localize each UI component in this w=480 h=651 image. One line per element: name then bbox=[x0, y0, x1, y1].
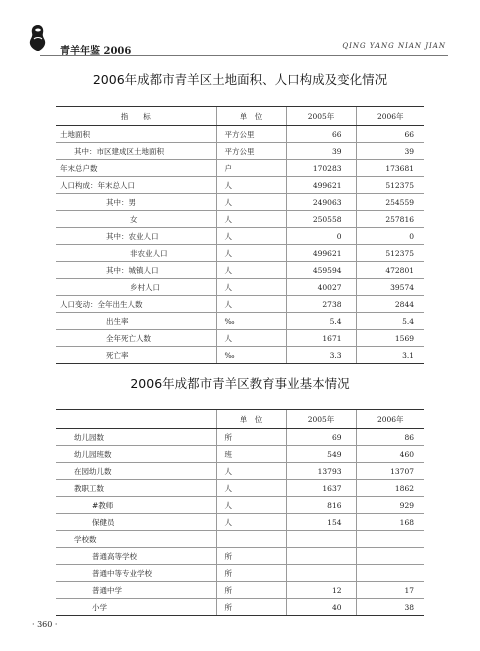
row-unit: 人 bbox=[216, 211, 286, 228]
table-row bbox=[56, 330, 424, 347]
row-label: 女 bbox=[56, 211, 216, 228]
row-label: 人口变动：全年出生人数 bbox=[56, 296, 216, 313]
row-label: 人口构成：年末总人口 bbox=[56, 177, 216, 194]
row-value-2005: 499621 bbox=[286, 245, 356, 262]
row-value-2005: 499621 bbox=[286, 177, 356, 194]
table-row bbox=[56, 296, 424, 313]
row-value-2005: 40027 bbox=[286, 279, 356, 296]
table2-header-row bbox=[56, 410, 424, 429]
table-row bbox=[56, 194, 424, 211]
row-label: 在园幼儿数 bbox=[56, 463, 216, 480]
table2-title: 2006年成都市青羊区教育事业基本情况 bbox=[130, 376, 350, 391]
table-row bbox=[56, 565, 424, 582]
row-unit bbox=[216, 531, 286, 548]
row-unit: 人 bbox=[216, 245, 286, 262]
table-row bbox=[56, 143, 424, 160]
table-row bbox=[56, 599, 424, 616]
row-value-2006: 38 bbox=[356, 599, 424, 616]
row-value-2006: 3.1 bbox=[356, 347, 424, 364]
row-value-2005: 12 bbox=[286, 582, 356, 599]
row-value-2005: 170283 bbox=[286, 160, 356, 177]
row-value-2006 bbox=[356, 548, 424, 565]
table-row bbox=[56, 177, 424, 194]
row-value-2006: 254559 bbox=[356, 194, 424, 211]
row-value-2006: 1569 bbox=[356, 330, 424, 347]
row-label: 其中：城镇人口 bbox=[56, 262, 216, 279]
row-unit: 人 bbox=[216, 480, 286, 497]
table-row bbox=[56, 497, 424, 514]
row-unit: 所 bbox=[216, 429, 286, 446]
table2-header-2006: 2006年 bbox=[356, 410, 424, 429]
row-label: 其中：男 bbox=[56, 194, 216, 211]
table1-header-2006: 2006年 bbox=[356, 107, 424, 126]
row-label: #教师 bbox=[56, 497, 216, 514]
row-value-2005: 154 bbox=[286, 514, 356, 531]
row-unit: 所 bbox=[216, 599, 286, 616]
row-unit: 所 bbox=[216, 565, 286, 582]
row-label: 保健员 bbox=[56, 514, 216, 531]
row-value-2005: 1671 bbox=[286, 330, 356, 347]
row-value-2006: 13707 bbox=[356, 463, 424, 480]
row-value-2006: 168 bbox=[356, 514, 424, 531]
row-value-2005: 250558 bbox=[286, 211, 356, 228]
header-divider bbox=[40, 55, 448, 56]
row-value-2006: 257816 bbox=[356, 211, 424, 228]
table-row bbox=[56, 548, 424, 565]
row-value-2005: 40 bbox=[286, 599, 356, 616]
row-value-2005: 0 bbox=[286, 228, 356, 245]
row-label: 学校数 bbox=[56, 531, 216, 548]
row-unit: ‰ bbox=[216, 347, 286, 364]
row-unit: 人 bbox=[216, 194, 286, 211]
row-label: 普通高等学校 bbox=[56, 548, 216, 565]
row-label: 幼儿园班数 bbox=[56, 446, 216, 463]
row-unit: 人 bbox=[216, 228, 286, 245]
table-row bbox=[56, 228, 424, 245]
row-value-2005: 5.4 bbox=[286, 313, 356, 330]
row-value-2006: 1862 bbox=[356, 480, 424, 497]
row-label: 其中：农业人口 bbox=[56, 228, 216, 245]
row-unit: 人 bbox=[216, 330, 286, 347]
row-value-2006: 472801 bbox=[356, 262, 424, 279]
row-value-2006: 2844 bbox=[356, 296, 424, 313]
table1-header-unit: 单 位 bbox=[216, 107, 286, 126]
table2-header-2005: 2005年 bbox=[286, 410, 356, 429]
row-unit: 人 bbox=[216, 262, 286, 279]
row-value-2006: 66 bbox=[356, 126, 424, 143]
row-unit: 人 bbox=[216, 177, 286, 194]
table-row bbox=[56, 463, 424, 480]
row-value-2006: 173681 bbox=[356, 160, 424, 177]
row-value-2006: 929 bbox=[356, 497, 424, 514]
row-unit: 所 bbox=[216, 582, 286, 599]
row-value-2005: 66 bbox=[286, 126, 356, 143]
row-value-2005: 13793 bbox=[286, 463, 356, 480]
table-row bbox=[56, 126, 424, 143]
row-unit: 所 bbox=[216, 548, 286, 565]
table-row bbox=[56, 160, 424, 177]
row-label: 普通中等专业学校 bbox=[56, 565, 216, 582]
row-unit: 平方公里 bbox=[216, 126, 286, 143]
row-value-2006: 0 bbox=[356, 228, 424, 245]
table-row bbox=[56, 347, 424, 364]
row-value-2006 bbox=[356, 531, 424, 548]
row-value-2005: 549 bbox=[286, 446, 356, 463]
yearbook-roman-title: QING YANG NIAN JIAN bbox=[342, 42, 446, 50]
table-row bbox=[56, 262, 424, 279]
table-row bbox=[56, 429, 424, 446]
row-unit: ‰ bbox=[216, 313, 286, 330]
row-value-2005: 69 bbox=[286, 429, 356, 446]
table1-header-2005: 2005年 bbox=[286, 107, 356, 126]
table1-header-indicator: 指 标 bbox=[56, 107, 216, 126]
row-value-2006: 512375 bbox=[356, 177, 424, 194]
row-label: 死亡率 bbox=[56, 347, 216, 364]
row-unit: 户 bbox=[216, 160, 286, 177]
row-label: 小学 bbox=[56, 599, 216, 616]
row-value-2006: 17 bbox=[356, 582, 424, 599]
row-label: 出生率 bbox=[56, 313, 216, 330]
table-row bbox=[56, 480, 424, 497]
page-header bbox=[0, 0, 480, 60]
table-row bbox=[56, 279, 424, 296]
row-unit: 班 bbox=[216, 446, 286, 463]
table-row bbox=[56, 313, 424, 330]
row-unit: 人 bbox=[216, 497, 286, 514]
education-table bbox=[56, 409, 424, 616]
row-unit: 人 bbox=[216, 463, 286, 480]
row-value-2005: 249063 bbox=[286, 194, 356, 211]
row-unit: 人 bbox=[216, 514, 286, 531]
row-value-2006: 460 bbox=[356, 446, 424, 463]
row-value-2005: 816 bbox=[286, 497, 356, 514]
row-label: 普通中学 bbox=[56, 582, 216, 599]
row-value-2005: 459594 bbox=[286, 262, 356, 279]
row-label: 教职工数 bbox=[56, 480, 216, 497]
row-value-2005: 3.3 bbox=[286, 347, 356, 364]
row-label: 非农业人口 bbox=[56, 245, 216, 262]
row-value-2005: 2738 bbox=[286, 296, 356, 313]
row-label: 年末总户数 bbox=[56, 160, 216, 177]
row-value-2005: 1637 bbox=[286, 480, 356, 497]
row-value-2005 bbox=[286, 548, 356, 565]
row-label: 其中：市区建成区土地面积 bbox=[56, 143, 216, 160]
table-row bbox=[56, 446, 424, 463]
table1-header-row bbox=[56, 107, 424, 126]
row-value-2005 bbox=[286, 565, 356, 582]
land-population-table bbox=[56, 106, 424, 364]
table-row bbox=[56, 211, 424, 228]
row-label: 全年死亡人数 bbox=[56, 330, 216, 347]
row-value-2005 bbox=[286, 531, 356, 548]
row-label: 幼儿园数 bbox=[56, 429, 216, 446]
row-label: 乡村人口 bbox=[56, 279, 216, 296]
table-row bbox=[56, 514, 424, 531]
yearbook-title: 青羊年鉴 2006 bbox=[60, 46, 132, 57]
table-row bbox=[56, 582, 424, 599]
row-value-2006: 86 bbox=[356, 429, 424, 446]
row-unit: 人 bbox=[216, 279, 286, 296]
table-row bbox=[56, 245, 424, 262]
yearbook-logo-icon bbox=[26, 24, 50, 52]
row-value-2006: 512375 bbox=[356, 245, 424, 262]
row-value-2006: 39574 bbox=[356, 279, 424, 296]
page-number: · 360 · bbox=[32, 620, 58, 629]
row-value-2006: 39 bbox=[356, 143, 424, 160]
row-unit: 人 bbox=[216, 296, 286, 313]
row-value-2005: 39 bbox=[286, 143, 356, 160]
row-value-2006: 5.4 bbox=[356, 313, 424, 330]
row-value-2006 bbox=[356, 565, 424, 582]
table2-header-unit: 单 位 bbox=[216, 410, 286, 429]
row-label: 土地面积 bbox=[56, 126, 216, 143]
row-unit: 平方公里 bbox=[216, 143, 286, 160]
table-row bbox=[56, 531, 424, 548]
table1-title: 2006年成都市青羊区土地面积、人口构成及变化情况 bbox=[92, 72, 388, 87]
table2-header-indicator bbox=[56, 410, 216, 429]
